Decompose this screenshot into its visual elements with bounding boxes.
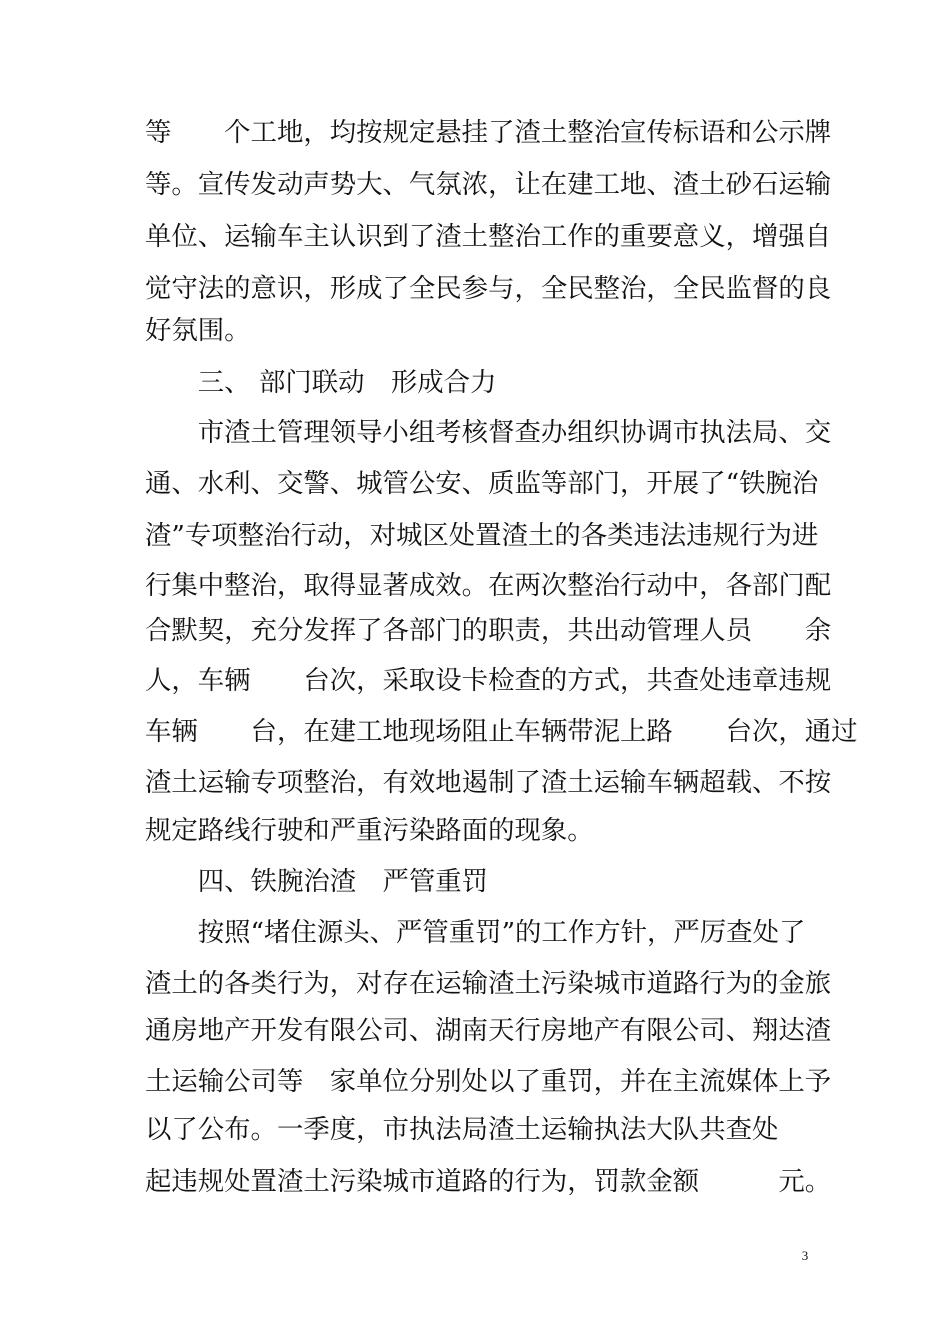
body-line-10: 行集中整治，取得显著成效。在两次整治行动中，各部门配 [145, 570, 832, 601]
body-line-5: 好氛围。 [145, 315, 251, 346]
body-line-2: 等。宣传发动声势大、气氛浓，让在建工地、渣土砂石运输 [145, 169, 832, 200]
body-line-3: 单位、运输车主认识到了渣土整治工作的重要意义，增强自 [145, 221, 832, 252]
body-line-9: 渣”专项整治行动，对城区处置渣土的各类违法违规行为进 [145, 520, 819, 551]
body-line-22: 起违规处置渣土污染城市道路的行为，罚款金额 元。 [145, 1166, 832, 1197]
body-line-4: 觉守法的意识，形成了全民参与，全民整治，全民监督的良 [145, 273, 832, 304]
body-line-18: 渣土的各类行为，对存在运输渣土污染城市道路行为的金旅 [145, 968, 832, 999]
body-line-21: 以了公布。一季度，市执法局渣土运输执法大队共查处 [145, 1114, 779, 1145]
body-line-19: 通房地产开发有限公司、湖南天行房地产有限公司、翔达渣 [145, 1015, 832, 1046]
body-line-1: 等 个工地，均按规定悬挂了渣土整治宣传标语和公示牌 [145, 117, 832, 148]
page-number: 3 [801, 1248, 809, 1263]
body-line-14: 渣土运输专项整治，有效地遏制了渣土运输车辆超载、不按 [145, 767, 832, 798]
body-line-12: 人，车辆 台次，采取设卡检查的方式，共查处违章违规 [145, 665, 832, 696]
body-line-20: 土运输公司等 家单位分别处以了重罚，并在主流媒体上予 [145, 1066, 832, 1097]
section-heading-4: 四、铁腕治渣 严管重罚 [145, 866, 489, 897]
body-line-7: 市渣土管理领导小组考核督查办组织协调市执法局、交 [145, 417, 832, 448]
body-line-17: 按照“堵住源头、严管重罚”的工作方针，严厉查处了 [145, 917, 806, 948]
section-heading-3: 三、 部门联动 形成合力 [145, 367, 497, 398]
body-line-8: 通、水利、交警、城管公安、质监等部门，开展了“铁腕治 [145, 468, 819, 499]
body-line-15: 规定路线行驶和严重污染路面的现象。 [145, 815, 594, 846]
body-line-13: 车辆 台，在建工地现场阻止车辆带泥上路 台次，通过 [145, 716, 858, 747]
body-line-11: 合默契，充分发挥了各部门的职责，共出动管理人员 余 [145, 615, 832, 646]
